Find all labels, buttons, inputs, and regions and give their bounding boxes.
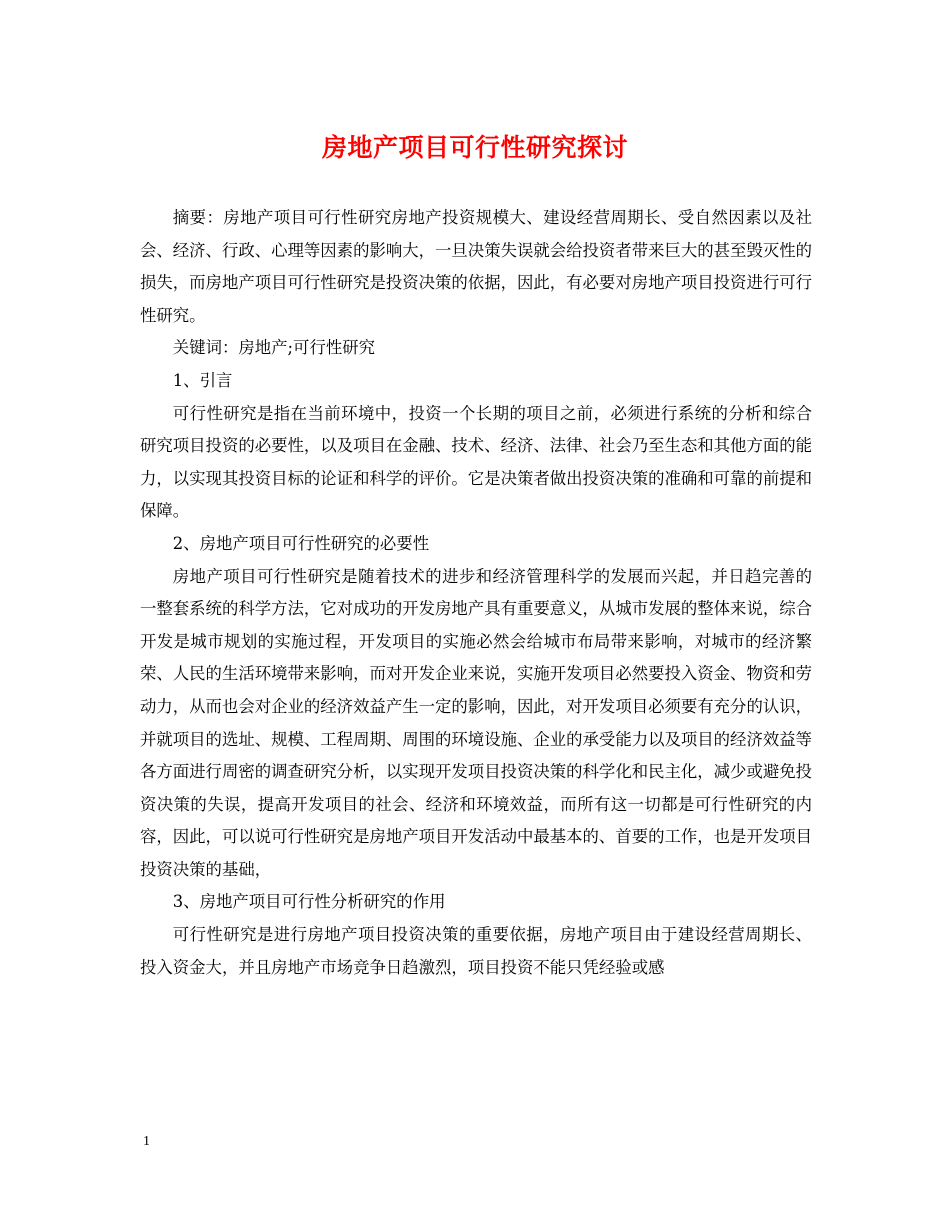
section-heading-introduction: 1、引言 (172, 370, 233, 390)
document-title: 房地产项目可行性研究探讨 (321, 133, 628, 162)
role-paragraph: 可行性研究是进行房地产项目投资决策的重要依据，房地产项目由于建设经营周期长、投入资金大，并且房地产市场竞争日趋激烈，项目投资不能只凭经验或感 (140, 925, 812, 977)
section-heading-role: 3、房地产项目可行性分析研究的作用 (172, 892, 446, 912)
abstract-paragraph: 摘要：房地产项目可行性研究房地产投资规模大、建设经营周期长、受自然因素以及社会、经济、行政、心理等因素的影响大，一旦决策失误就会给投资者带来巨大的甚至毁灭性的损失，而房地产项目可行性研究是投资决策的依据，因此，有必要对房地产项目投资进行可行性研究。 (140, 208, 813, 325)
necessity-paragraph: 房地产项目可行性研究是随着技术的进步和经济管理科学的发展而兴起，并日趋完善的一整套系统的科学方法，它对成功的开发房地产具有重要意义，从城市发展的整体来说，综合开发是城市规划的实施过程，开发项目的实施必然会给城市布局带来影响，对城市的经济繁荣、人民的生活环境带来影响，而对开发企业来说，实施开发项目必然要投入资金、物资和劳动力，从而也会对企业的经济效益产生一定的影响，因此，对开发项目必须要有充分的认识，并就项目的选址、规模、工程周期、周围的环境设施、企业的承受能力以及项目的经济效益等各方面进行周密的调查研究分析，以实现开发项目投资决策的科学化和民主化，减少或避免投资决策的失误，提高开发项目的社会、经济和环境效益，而所有这一切都是可行性研究的内容，因此，可以说可行性研究是房地产项目开发活动中最基本的、首要的工作，也是开发项目投资决策的基础， (140, 566, 813, 879)
page-number: 1 (143, 1134, 150, 1149)
document-body (140, 202, 812, 984)
keywords-paragraph: 关键词：房地产;可行性研究 (172, 338, 376, 358)
introduction-paragraph: 可行性研究是指在当前环境中，投资一个长期的项目之前，必须进行系统的分析和综合研究项目投资的必要性，以及项目在金融、技术、经济、法律、社会乃至生态和其他方面的能力，以实现其投资目标的论证和科学的评价。它是决策者做出投资决策的准确和可靠的前提和保障。 (140, 403, 813, 521)
section-heading-necessity: 2、房地产项目可行性研究的必要性 (172, 533, 430, 553)
